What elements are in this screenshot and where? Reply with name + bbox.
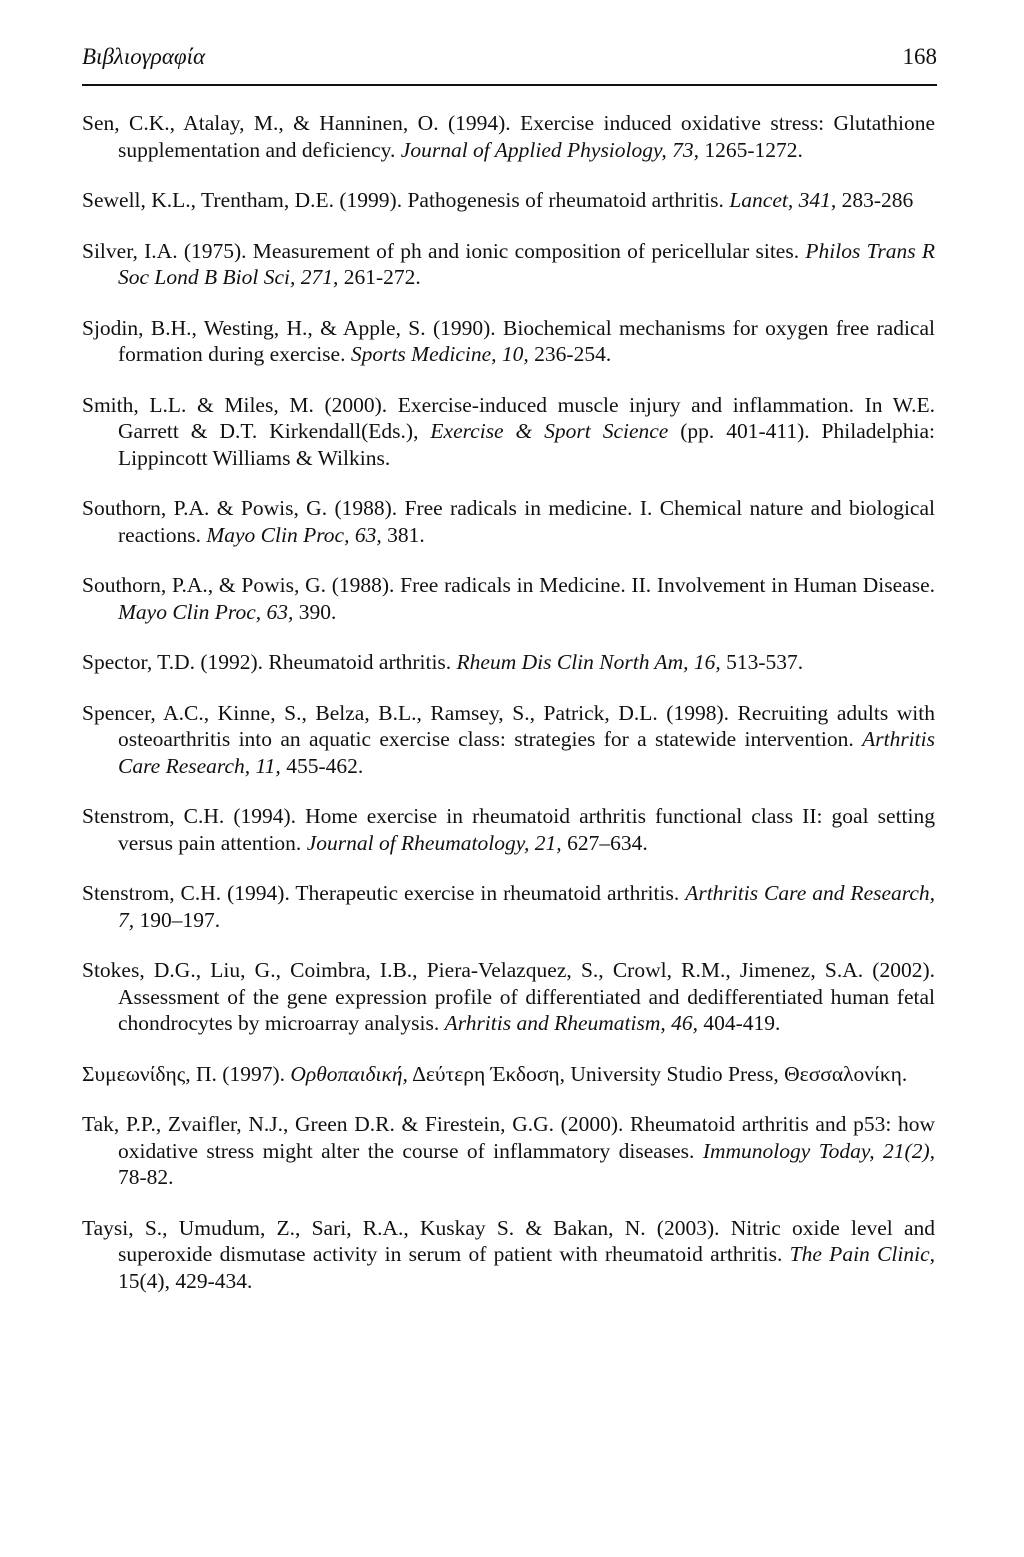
reference-source: Ορθοπαιδική, — [290, 1061, 408, 1086]
reference-text: Tak, P.P., Zvaifler, N.J., Green D.R. & Firestein, G.G. (2000). Rheumatoid arthritis and p53: how oxidative stress might alter the course of inflammatory diseases. — [82, 1112, 935, 1163]
reference-source: Rheum Dis Clin North Am, 16, — [456, 650, 721, 674]
reference-text: Sen, C.K., Atalay, M., & Hanninen, O. (1994). Exercise induced oxidative stress: Glutathione supplementation and deficiency. — [82, 111, 935, 162]
reference-source: Sports Medicine, 10, — [350, 342, 529, 366]
reference-text: Smith, L.L. & Miles, M. (2000). Exercise-induced muscle injury and inflammation. In W.E. Garrett & D.T. Kirkendall(Eds.), — [82, 392, 935, 443]
reference-pages: 15(4), 429-434. — [118, 1268, 253, 1293]
page-number: 168 — [902, 44, 937, 69]
reference-text: Taysi, S., Umudum, Z., Sari, R.A., Kuskay S. & Bakan, N. (2003). Nitric oxide level and superoxide dismutase activity in serum of patient with rheumatoid arthritis. — [82, 1215, 935, 1266]
reference-text: Sewell, K.L., Trentham, D.E. (1999). Pathogenesis of rheumatoid arthritis. — [82, 188, 730, 212]
reference-source: Exercise & Sport Science — [430, 419, 669, 443]
reference-source: Journal of Applied Physiology, 73, — [400, 137, 699, 162]
reference-entry — [82, 187, 935, 214]
reference-pages: 283-286 — [836, 188, 914, 212]
header-divider — [82, 84, 937, 86]
reference-pages: 78-82. — [118, 1165, 174, 1189]
reference-source: The Pain Clinic, — [789, 1242, 935, 1266]
reference-source: Arthritis Care and Research, 7, — [118, 881, 936, 932]
reference-entry — [82, 649, 935, 676]
reference-entry — [82, 1215, 935, 1295]
reference-text: Spencer, A.C., Kinne, S., Belza, B.L., Ramsey, S., Patrick, D.L. (1998). Recruiting adults with osteoarthritis into an aquatic exercise class: strategies for a statewide intervention. — [82, 700, 935, 751]
reference-list — [82, 110, 935, 1318]
reference-source: Mayo Clin Proc, 63, — [118, 599, 294, 624]
reference-text: Stenstrom, C.H. (1994). Home exercise in rheumatoid arthritis functional class II: goal setting versus pain attention. — [82, 804, 935, 855]
reference-text: Συμεωνίδης, Π. (1997). — [82, 1061, 291, 1086]
reference-entry — [82, 803, 935, 856]
reference-text: Southorn, P.A., & Powis, G. (1988). Free radicals in Medicine. II. Involvement in Human Disease. — [82, 573, 935, 597]
reference-entry — [82, 1111, 935, 1191]
reference-entry — [82, 392, 935, 472]
reference-source: Journal of Rheumatology, 21, — [306, 830, 562, 855]
reference-source: Arthritis Care Research, 11, — [118, 727, 935, 778]
reference-source: Arhritis and Rheumatism, 46, — [444, 1011, 699, 1035]
reference-pages: 513-537. — [720, 650, 804, 674]
reference-pages: 1265-1272. — [698, 137, 803, 162]
reference-entry — [82, 495, 935, 548]
reference-pages: 627–634. — [561, 830, 648, 855]
reference-entry — [82, 957, 935, 1037]
reference-entry — [82, 572, 935, 625]
reference-source: Immunology Today, 21(2), — [702, 1138, 936, 1163]
reference-pages: 404-419. — [698, 1011, 781, 1035]
reference-pages: 390. — [293, 599, 337, 624]
reference-source: Mayo Clin Proc, 63, — [206, 522, 382, 547]
reference-pages: 381. — [381, 522, 425, 547]
reference-entry — [82, 1061, 935, 1088]
reference-entry — [82, 880, 935, 933]
reference-entry — [82, 110, 935, 163]
reference-pages: 261-272. — [338, 265, 421, 289]
reference-entry — [82, 700, 935, 780]
reference-pages: 190–197. — [134, 907, 221, 932]
reference-source: Philos Trans R Soc Lond B Biol Sci, 271, — [118, 238, 935, 289]
reference-pages: 236-254. — [528, 342, 612, 366]
reference-text: Spector, T.D. (1992). Rheumatoid arthritis. — [82, 650, 457, 674]
reference-text: Sjodin, B.H., Westing, H., & Apple, S. (1990). Biochemical mechanisms for oxygen free radical formation during exercise. — [82, 315, 935, 366]
reference-pages: Δεύτερη Έκδοση, University Studio Press, Θεσσαλονίκη. — [407, 1061, 908, 1086]
reference-pages: 455-462. — [280, 753, 364, 778]
reference-text: Silver, I.A. (1975). Measurement of ph and ionic composition of pericellular sites. — [82, 238, 806, 263]
reference-entry — [82, 238, 935, 291]
page-header — [82, 44, 937, 74]
reference-entry — [82, 315, 935, 368]
reference-text: Southorn, P.A. & Powis, G. (1988). Free radicals in medicine. I. Chemical nature and biological reactions. — [82, 496, 935, 547]
reference-text: Stenstrom, C.H. (1994). Therapeutic exercise in rheumatoid arthritis. — [82, 881, 686, 905]
reference-text: Stokes, D.G., Liu, G., Coimbra, I.B., Piera-Velazquez, S., Crowl, R.M., Jimenez, S.A. (2002). Assessment of the gene expression profile of differentiated and dedifferentiated human fetal chondrocytes by microarray analysis. — [82, 958, 935, 1035]
reference-source: Lancet, 341, — [729, 188, 837, 212]
section-title: Βιβλιογραφία — [82, 44, 206, 69]
reference-pages: (pp. 401-411). Philadelphia: Lippincott Williams & Wilkins. — [118, 419, 936, 470]
